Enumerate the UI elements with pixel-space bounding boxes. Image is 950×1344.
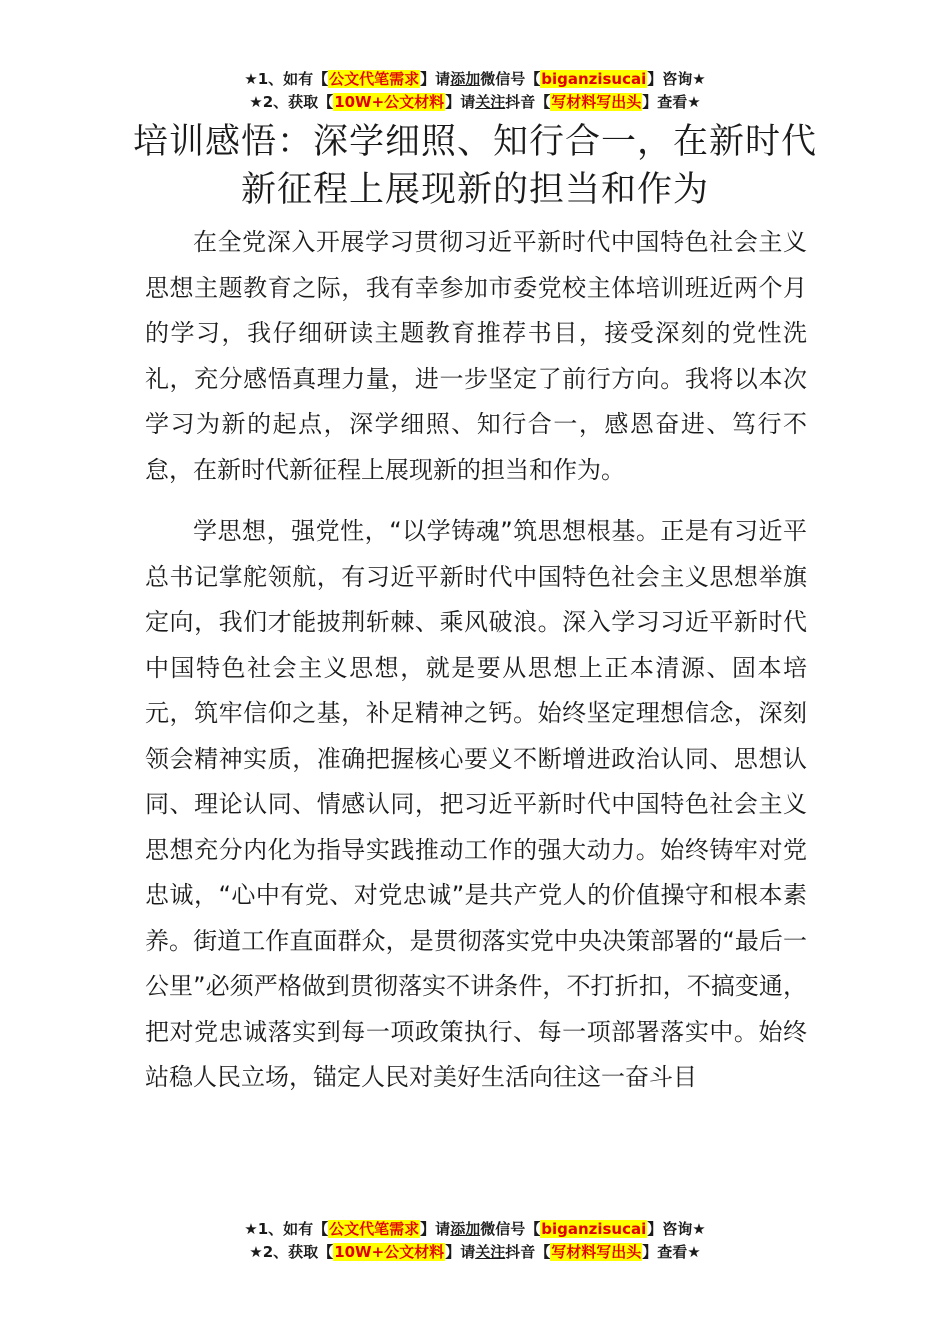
banner-text: 】查看★ bbox=[642, 93, 701, 111]
banner-text: 微信号【 bbox=[480, 1220, 541, 1238]
banner-text: ★1、如有【 bbox=[244, 70, 329, 88]
banner-highlight: 写材料写出头 bbox=[551, 93, 642, 111]
document-title: 培训感悟：深学细照、知行合一，在新时代新征程上展现新的担当和作为 bbox=[132, 122, 817, 210]
banner-text: 】请 bbox=[420, 1220, 451, 1238]
banner-text: 】请 bbox=[445, 1243, 476, 1261]
banner-highlight: biganzisucai bbox=[541, 70, 647, 88]
bottom-banner bbox=[0, 1218, 950, 1264]
banner-underlined: 关注 bbox=[475, 1243, 506, 1261]
banner-text: 】请 bbox=[445, 93, 476, 111]
banner-text: ★1、如有【 bbox=[244, 1220, 329, 1238]
banner-underlined: 关注 bbox=[475, 93, 506, 111]
banner-text: 】请 bbox=[420, 70, 451, 88]
banner-underlined: 添加 bbox=[450, 70, 481, 88]
banner-text: 抖音【 bbox=[505, 1243, 551, 1261]
banner-highlight: 公文代笔需求 bbox=[329, 70, 420, 88]
banner-text: 抖音【 bbox=[505, 93, 551, 111]
banner-highlight: 10W+公文材料 bbox=[334, 93, 445, 111]
banner-underlined: 添加 bbox=[450, 1220, 481, 1238]
top-banner bbox=[0, 68, 950, 114]
banner-highlight: 写材料写出头 bbox=[551, 1243, 642, 1261]
banner-text: ★2、获取【 bbox=[249, 93, 334, 111]
banner-text: 微信号【 bbox=[480, 70, 541, 88]
banner-highlight: biganzisucai bbox=[541, 1220, 647, 1238]
banner-line-2 bbox=[0, 91, 950, 114]
paragraph: 学思想，强党性，“以学铸魂”筑思想根基。正是有习近平总书记掌舵领航，有习近平新时代中国特色社会主义思想举旗定向，我们才能披荆斩棘、乘风破浪。深入学习习近平新时代中国特色社会主义思想，就是要从思想上正本清源、固本培元，筑牢信仰之基，补足精神之钙。始终坚定理想信念，深刻领会精神实质，准确把握核心要义不断增进政治认同、思想认同、理论认同、情感认同，把习近平新时代中国特色社会主义思想充分内化为指导实践推动工作的强大动力。始终铸牢对党忠诚，“心中有党、对党忠诚”是共产党人的价值操守和根本素养。街道工作直面群众，是贯彻落实党中央决策部署的“最后一公里”必须严格做到贯彻落实不讲条件，不打折扣，不搞变通，把对党忠诚落实到每一项政策执行、每一项部署落实中。始终站稳人民立场，锚定人民对美好生活向往这一奋斗目 bbox=[145, 517, 807, 1091]
document-body bbox=[145, 220, 807, 1101]
banner-text: 】咨询★ bbox=[647, 70, 706, 88]
banner-highlight: 公文代笔需求 bbox=[329, 1220, 420, 1238]
banner-text: ★2、获取【 bbox=[249, 1243, 334, 1261]
banner-line-1 bbox=[0, 1218, 950, 1241]
paragraph: 在全党深入开展学习贯彻习近平新时代中国特色社会主义思想主题教育之际，我有幸参加市委党校主体培训班近两个月的学习，我仔细研读主题教育推荐书目，接受深刻的党性洗礼，充分感悟真理力量，进一步坚定了前行方向。我将以本次学习为新的起点，深学细照、知行合一，感恩奋进、笃行不怠，在新时代新征程上展现新的担当和作为。 bbox=[145, 228, 807, 484]
banner-text: 】咨询★ bbox=[647, 1220, 706, 1238]
banner-line-2 bbox=[0, 1241, 950, 1264]
banner-highlight: 10W+公文材料 bbox=[334, 1243, 445, 1261]
banner-line-1 bbox=[0, 68, 950, 91]
banner-text: 】查看★ bbox=[642, 1243, 701, 1261]
